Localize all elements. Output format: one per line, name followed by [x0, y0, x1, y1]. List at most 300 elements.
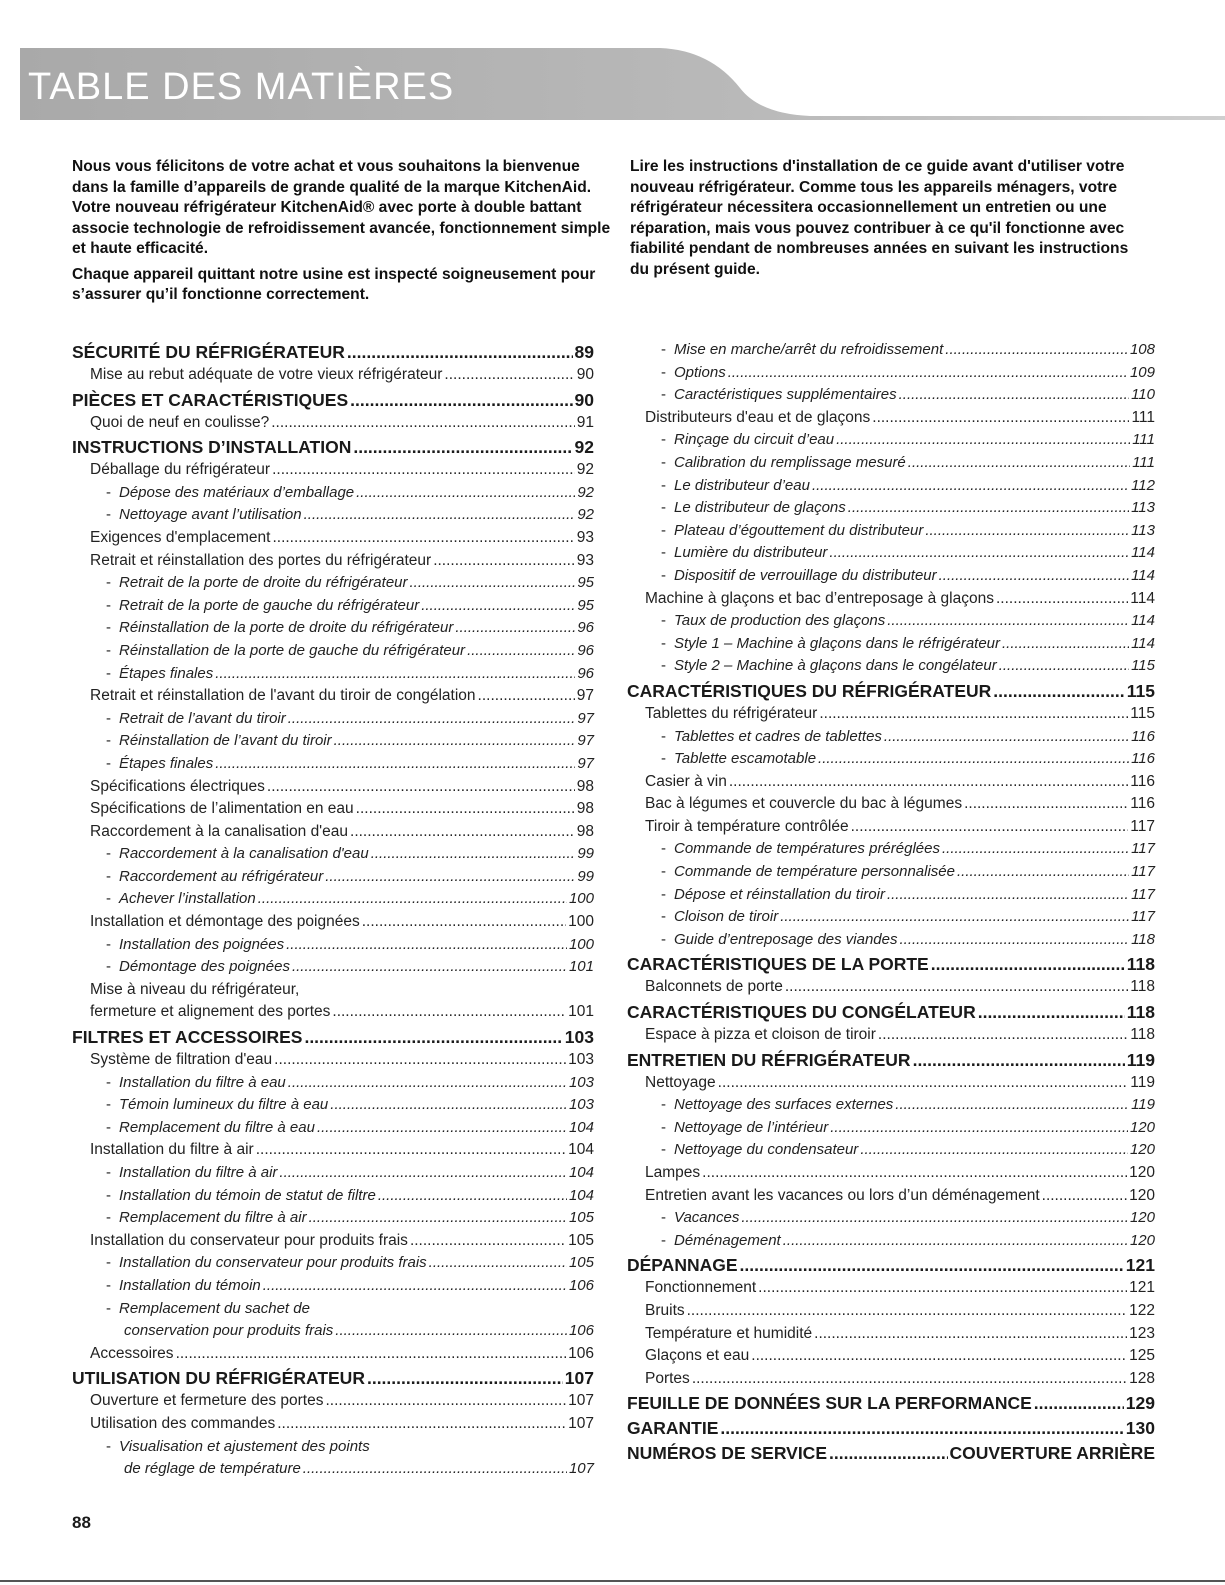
- toc-entry-title: Spécifications de l’alimentation en eau: [90, 800, 354, 818]
- toc-subentry: [72, 1162, 594, 1185]
- toc-entry-title: Étapes finales: [119, 664, 214, 682]
- toc-entry-title: Ouverture et fermeture des portes: [90, 1392, 324, 1410]
- toc-section: [72, 1365, 594, 1390]
- dot-leader: [277, 1413, 566, 1436]
- toc-page-number: 98: [576, 777, 594, 795]
- toc-section: [627, 999, 1155, 1024]
- toc-entry: [627, 793, 1155, 816]
- toc-entry-title: Le distributeur d’eau: [674, 476, 810, 494]
- dot-leader: [371, 843, 576, 866]
- toc-page-number: 107: [568, 1392, 594, 1410]
- toc-page-number: 114: [1131, 544, 1155, 562]
- toc-page-number: 90: [576, 366, 594, 383]
- toc-subentry: [627, 339, 1155, 362]
- toc-page-number: 121: [1125, 1255, 1155, 1276]
- toc-section: [627, 1390, 1155, 1415]
- dot-leader: [993, 679, 1124, 703]
- toc-entry-title: Entretien avant les vacances ou lors d’un déménagement: [645, 1186, 1040, 1204]
- toc-subentry: [72, 572, 594, 595]
- toc-entry-title: CARACTÉRISTIQUES DU CONGÉLATEUR: [627, 1002, 976, 1023]
- toc-page-number: 117: [1131, 908, 1155, 926]
- toc-entry-title: Tablette escamotable: [674, 750, 817, 768]
- toc-page-number: 119: [1126, 1049, 1155, 1070]
- toc-entry-title: conservation pour produits frais: [124, 1322, 334, 1340]
- dot-leader: [996, 588, 1128, 611]
- toc-entry-title: CARACTÉRISTIQUES DU RÉFRIGÉRATEUR: [627, 680, 992, 701]
- toc-page-number: 118: [1130, 978, 1155, 996]
- dot-leader: [263, 1275, 567, 1298]
- dot-leader: [780, 906, 1129, 929]
- toc-entry-title: Retrait de la porte de droite du réfrigérateur: [119, 574, 408, 592]
- toc-entry-title: Installation des poignées: [119, 935, 285, 953]
- dot-leader: [303, 1458, 567, 1481]
- dash-marker: -: [661, 885, 666, 903]
- dot-leader: [176, 1343, 567, 1366]
- toc-entry: [627, 588, 1155, 611]
- intro-paragraph: Lire les instructions d'installation de ce guide avant d'utiliser votre nouveau réfrigérateur. Comme tous les appareils ménagers, votre réfrigérateur nécessitera occasionnellement un entretien ou une réparation, mais vous pouvez contribuer à ce qu'il fonctionne avec fiabilité pendant de nombreuses années en suivant les instructions du présent guide.: [630, 158, 1129, 278]
- toc-page-number: 114: [1131, 612, 1155, 630]
- dot-leader: [317, 1117, 567, 1140]
- dot-leader: [335, 1320, 567, 1343]
- toc-page-number: 106: [568, 1322, 594, 1340]
- toc-entry: [72, 412, 594, 435]
- title-banner: [20, 48, 1225, 120]
- toc-entry-title: Témoin lumineux du filtre à eau: [119, 1096, 329, 1114]
- toc-entry-title: Portes: [645, 1369, 690, 1387]
- toc-page-number: 92: [574, 437, 594, 458]
- dot-leader: [818, 748, 1129, 771]
- toc-page-number: 103: [564, 1027, 594, 1048]
- toc-entry-title: Machine à glaçons et bac d’entreposage à glaçons: [645, 589, 994, 607]
- dash-marker: -: [106, 867, 111, 885]
- toc-page-number: 103: [568, 1096, 594, 1114]
- toc-page-number: 119: [1130, 1073, 1155, 1091]
- toc-entry: [72, 1390, 594, 1413]
- toc-subentry: [72, 1275, 594, 1298]
- dot-leader: [942, 838, 1129, 861]
- dot-leader: [286, 934, 567, 957]
- toc-entry-title: Tiroir à température contrôlée: [645, 817, 849, 835]
- toc-entry-title: FILTRES ET ACCESSOIRES: [72, 1027, 303, 1048]
- toc-page-number: 107: [564, 1368, 594, 1389]
- toc-subentry: [627, 497, 1155, 520]
- toc-entry-title: Accessoires: [90, 1344, 174, 1362]
- dot-leader: [1042, 1185, 1127, 1208]
- toc-entry-title: Installation et démontage des poignées: [90, 913, 360, 931]
- toc-entry-title: Vacances: [674, 1209, 740, 1227]
- toc-subentry: [72, 663, 594, 686]
- toc-subentry: [72, 595, 594, 618]
- dot-leader: [410, 1230, 566, 1253]
- dash-marker: -: [106, 641, 111, 659]
- dot-leader: [860, 1139, 1128, 1162]
- toc-subentry: [627, 1139, 1155, 1162]
- toc-subentry: [72, 504, 594, 527]
- toc-page-number: 92: [576, 461, 594, 479]
- dash-marker: -: [661, 1141, 666, 1159]
- toc-entry: [627, 976, 1155, 999]
- toc-subentry: [72, 753, 594, 776]
- intro-paragraph: Chaque appareil quittant notre usine est inspecté soigneusement pour s’assurer qu’il fonctionne correctement.: [72, 265, 596, 303]
- toc-page-number: 96: [577, 641, 594, 659]
- dash-marker: -: [106, 506, 111, 524]
- toc-entry: [627, 1323, 1155, 1346]
- dot-leader: [256, 1139, 566, 1162]
- toc-page-number: 114: [1130, 589, 1155, 607]
- toc-subentry: [72, 1117, 594, 1140]
- toc-page-number: 100: [568, 935, 594, 953]
- toc-subentry: [627, 929, 1155, 952]
- toc-entry: [72, 1139, 594, 1162]
- dash-marker: -: [661, 1118, 666, 1136]
- toc-entry-title: Le distributeur de glaçons: [674, 499, 846, 517]
- dot-leader: [271, 412, 575, 435]
- toc-section: [72, 1024, 594, 1049]
- toc-section: [72, 434, 594, 459]
- toc-subentry: [72, 708, 594, 731]
- dash-marker: -: [661, 750, 666, 768]
- dot-leader: [272, 527, 574, 550]
- toc-entry-title-line: Mise à niveau du réfrigérateur,: [90, 980, 300, 998]
- toc-entry-title: Exigences d'emplacement: [90, 528, 271, 546]
- dot-leader: [812, 475, 1129, 498]
- dot-leader: [783, 1230, 1128, 1253]
- toc-entry: [72, 979, 594, 1024]
- toc-subentry: [627, 1230, 1155, 1253]
- toc-entry: [627, 1345, 1155, 1368]
- toc-section: [627, 678, 1155, 703]
- dash-marker: -: [106, 890, 111, 908]
- dash-marker: -: [106, 1437, 111, 1455]
- toc-page-number: 115: [1130, 704, 1155, 722]
- toc-page-number: 95: [577, 574, 594, 592]
- toc-page-number: 105: [568, 1231, 594, 1249]
- toc-entry-title: Calibration du remplissage mesuré: [674, 453, 906, 471]
- toc-entry: [72, 527, 594, 550]
- dash-marker: -: [661, 840, 666, 858]
- toc-page-number: 118: [1130, 1026, 1155, 1044]
- dash-marker: -: [106, 1073, 111, 1091]
- toc-subentry: [627, 384, 1155, 407]
- toc-subentry: [627, 610, 1155, 633]
- dot-leader: [292, 956, 567, 979]
- toc-entry: [72, 550, 594, 573]
- toc-page-number: 97: [577, 754, 594, 772]
- toc-page-number: 117: [1131, 840, 1155, 858]
- dash-marker: -: [106, 709, 111, 727]
- toc-entry: [627, 1185, 1155, 1208]
- toc-entry: [72, 776, 594, 799]
- dot-leader: [334, 730, 576, 753]
- toc-page-number: 107: [568, 1414, 594, 1432]
- dot-leader: [999, 655, 1129, 678]
- intro-right: [630, 157, 1150, 285]
- toc-entry-title: FEUILLE DE DONNÉES SUR LA PERFORMANCE: [627, 1393, 1032, 1414]
- toc-page-number: 114: [1131, 566, 1155, 584]
- dot-leader: [908, 452, 1130, 475]
- dash-marker: -: [106, 1276, 111, 1294]
- toc-entry-title: Lumière du distributeur: [674, 544, 828, 562]
- dash-marker: -: [106, 619, 111, 637]
- toc-entry-title: Déballage du réfrigérateur: [90, 461, 271, 479]
- toc-subentry: [72, 888, 594, 911]
- page-number: 88: [72, 1513, 91, 1532]
- dot-leader: [215, 663, 575, 686]
- toc-subentry: [627, 1094, 1155, 1117]
- toc-entry-title: Nettoyage de l’intérieur: [674, 1118, 829, 1136]
- dash-marker: -: [106, 935, 111, 953]
- toc-subentry: [72, 843, 594, 866]
- dash-marker: -: [661, 386, 666, 404]
- toc-page-number: 97: [577, 709, 594, 727]
- dot-leader: [692, 1368, 1127, 1391]
- toc-page-number: 112: [1131, 476, 1155, 494]
- toc-entry-title: Système de filtration d'eau: [90, 1051, 273, 1069]
- toc-section: [627, 951, 1155, 976]
- toc-entry-title: Nettoyage du condensateur: [674, 1141, 859, 1159]
- toc-page-number: 101: [568, 958, 594, 976]
- toc-page-number: 120: [1129, 1118, 1155, 1136]
- toc-page-number: 101: [568, 1003, 594, 1021]
- toc-subentry: [627, 633, 1155, 656]
- toc-entry-title: Options: [674, 363, 726, 381]
- toc-entry-title: Tablettes du réfrigérateur: [645, 704, 818, 722]
- toc-entry-title: Caractéristiques supplémentaires: [674, 386, 897, 404]
- dot-leader: [887, 884, 1129, 907]
- dot-leader: [288, 708, 576, 731]
- toc-section: [627, 1440, 1155, 1465]
- dot-leader: [814, 1323, 1127, 1346]
- toc-entry-title: Remplacement du filtre à eau: [119, 1118, 315, 1136]
- toc-entry: [72, 798, 594, 821]
- toc-entry-title: Retrait et réinstallation de l'avant du tiroir de congélation: [90, 687, 476, 705]
- toc-entry-title: Retrait et réinstallation des portes du réfrigérateur: [90, 551, 432, 569]
- dot-leader: [931, 952, 1125, 976]
- toc-entry: [627, 1162, 1155, 1185]
- toc-section: [627, 1415, 1155, 1440]
- dash-marker: -: [661, 727, 666, 745]
- dot-leader: [325, 866, 575, 889]
- toc-page-number: 118: [1131, 930, 1155, 948]
- toc-page-number: 103: [568, 1073, 594, 1091]
- dash-marker: -: [661, 612, 666, 630]
- toc-page-number: 100: [568, 890, 594, 908]
- toc-page-number: 119: [1131, 1096, 1155, 1114]
- page-edge: [0, 1580, 1225, 1582]
- toc-entry-title: Style 2 – Machine à glaçons dans le congélateur: [674, 657, 997, 675]
- toc-page-number: 125: [1129, 1347, 1155, 1365]
- dot-leader: [258, 888, 567, 911]
- dot-leader: [309, 1207, 567, 1230]
- dot-leader: [279, 1162, 567, 1185]
- dot-leader: [356, 798, 575, 821]
- dot-leader: [913, 1048, 1125, 1072]
- toc-entry: [72, 364, 594, 387]
- dot-leader: [272, 459, 575, 482]
- dot-leader: [304, 504, 576, 527]
- toc-entry-title: GARANTIE: [627, 1418, 719, 1439]
- dot-leader: [872, 407, 1129, 430]
- dot-leader: [325, 1390, 566, 1413]
- toc-entry: [72, 1413, 594, 1436]
- dot-leader: [330, 1094, 567, 1117]
- toc-entry: [72, 459, 594, 482]
- toc-entry-title: Nettoyage des surfaces externes: [674, 1096, 894, 1114]
- toc-page-number: 120: [1129, 1164, 1155, 1181]
- dot-leader: [332, 1001, 566, 1024]
- toc-entry-title: Installation du filtre à air: [90, 1141, 254, 1159]
- dot-leader: [455, 617, 575, 640]
- toc-entry-title: Rinçage du circuit d’eau: [674, 431, 835, 449]
- dash-marker: -: [661, 431, 666, 449]
- toc-page-number: 128: [1129, 1369, 1155, 1387]
- toc-entry: [72, 1230, 594, 1253]
- dot-leader: [467, 640, 575, 663]
- dot-leader: [878, 1024, 1128, 1047]
- toc-subentry: [72, 1252, 594, 1275]
- toc-page-number: 118: [1126, 1002, 1155, 1023]
- dot-leader: [350, 821, 575, 844]
- toc-subentry: [627, 655, 1155, 678]
- toc-page-number: 97: [576, 687, 594, 705]
- toc-entry: [627, 1024, 1155, 1047]
- dash-marker: -: [106, 754, 111, 772]
- toc-page-number: 92: [577, 506, 594, 524]
- toc-page-number: 117: [1130, 817, 1155, 835]
- dot-leader: [751, 1345, 1127, 1368]
- dot-leader: [410, 572, 576, 595]
- toc-entry-title: Style 1 – Machine à glaçons dans le réfrigérateur: [674, 634, 1001, 652]
- dot-leader: [728, 362, 1128, 385]
- dot-leader: [347, 340, 573, 364]
- toc-page-number: 116: [1131, 727, 1155, 745]
- dot-leader: [1002, 633, 1129, 656]
- dot-leader: [367, 1366, 563, 1390]
- toc-entry-title: Nettoyage avant l’utilisation: [119, 506, 302, 524]
- dash-marker: -: [106, 664, 111, 682]
- toc-page-number: 123: [1129, 1324, 1155, 1342]
- page-title: TABLE DES MATIÈRES: [28, 66, 455, 108]
- toc-entry-title: Utilisation des commandes: [90, 1414, 276, 1432]
- dot-leader: [478, 685, 575, 708]
- dash-marker: -: [661, 1209, 666, 1227]
- toc-entry: [627, 1368, 1155, 1391]
- dot-leader: [1034, 1391, 1124, 1415]
- dot-leader: [978, 1000, 1125, 1024]
- toc-entry-title: Mise en marche/arrêt du refroidissement: [674, 341, 944, 358]
- dash-marker: -: [106, 1118, 111, 1136]
- toc-entry-first-line: [106, 1298, 594, 1321]
- dot-leader: [884, 726, 1129, 749]
- toc-page-number: COUVERTURE ARRIÈRE: [949, 1443, 1155, 1464]
- dot-leader: [687, 1300, 1128, 1323]
- dash-marker: -: [106, 1299, 111, 1317]
- dot-leader: [939, 565, 1129, 588]
- dot-leader: [819, 703, 1128, 726]
- dash-marker: -: [106, 574, 111, 592]
- toc-subentry: [627, 520, 1155, 543]
- toc-subentry: [627, 838, 1155, 861]
- toc-page-number: 104: [568, 1141, 594, 1159]
- toc-entry: [627, 407, 1155, 430]
- toc-subentry: [627, 748, 1155, 771]
- toc-page-number: 120: [1129, 1231, 1155, 1249]
- dot-leader: [362, 911, 566, 934]
- dash-marker: -: [661, 1096, 666, 1114]
- toc-entry-title: Retrait de la porte de gauche du réfrigérateur: [119, 596, 420, 614]
- toc-entry-title: Remplacement du filtre à air: [119, 1209, 307, 1227]
- toc-page-number: 91: [576, 413, 594, 431]
- toc-subentry: [627, 726, 1155, 749]
- toc-page-number: 93: [576, 528, 594, 546]
- dash-marker: -: [106, 732, 111, 750]
- dash-marker: -: [661, 453, 666, 471]
- toc-section: [627, 1252, 1155, 1277]
- toc-page-number: 130: [1125, 1418, 1155, 1439]
- dot-leader: [433, 550, 575, 573]
- toc-entry-title: Dépose des matériaux d’emballage: [119, 483, 355, 501]
- toc-subentry: [72, 1436, 594, 1481]
- toc-entry-title: DÉPANNAGE: [627, 1255, 738, 1276]
- toc-entry: [627, 703, 1155, 726]
- toc-page-number: 89: [574, 342, 594, 362]
- dash-marker: -: [661, 363, 666, 381]
- dot-leader: [851, 816, 1129, 839]
- toc-entry-title: Dispositif de verrouillage du distributeur: [674, 566, 937, 584]
- toc-subentry: [627, 429, 1155, 452]
- toc-subentry: [72, 934, 594, 957]
- dot-leader: [925, 520, 1129, 543]
- dot-leader: [304, 1025, 562, 1049]
- toc-entry-title: Espace à pizza et cloison de tiroir: [645, 1026, 876, 1044]
- toc-entry: [627, 1072, 1155, 1095]
- dot-leader: [758, 1277, 1127, 1300]
- toc-subentry: [72, 482, 594, 505]
- toc-section: [72, 387, 594, 412]
- toc-entry-title: Raccordement à la canalisation d'eau: [119, 845, 369, 863]
- toc-entry-title: Installation du conservateur pour produits frais: [90, 1231, 408, 1249]
- toc-page-number: 98: [576, 822, 594, 840]
- dash-marker: -: [661, 1231, 666, 1249]
- toc-entry-title: Retrait de l’avant du tiroir: [119, 709, 286, 727]
- toc-subentry: [72, 1094, 594, 1117]
- toc-page-number: 111: [1132, 431, 1155, 449]
- toc-subentry: [627, 884, 1155, 907]
- toc-page-number: 104: [568, 1118, 594, 1136]
- toc-subentry: [627, 362, 1155, 385]
- toc-page-number: 118: [1126, 954, 1155, 975]
- toc-page-number: 120: [1129, 1141, 1155, 1159]
- toc-section: [72, 339, 594, 364]
- dot-leader: [356, 482, 575, 505]
- toc-page-number: 129: [1125, 1393, 1155, 1414]
- dot-leader: [288, 1072, 567, 1095]
- dash-marker: -: [661, 544, 666, 562]
- toc-page-number: 104: [568, 1186, 594, 1204]
- toc-entry-title: Casier à vin: [645, 772, 727, 790]
- toc-entry-title: UTILISATION DU RÉFRIGÉRATEUR: [72, 1368, 365, 1389]
- toc-subentry: [627, 452, 1155, 475]
- toc-entry-title: Guide d’entreposage des viandes: [674, 930, 898, 948]
- toc-entry-title: Plateau d’égouttement du distributeur: [674, 521, 924, 539]
- toc-entry-title: Achever l’installation: [119, 890, 256, 908]
- toc-entry-title: Dépose et réinstallation du tiroir: [674, 885, 885, 903]
- toc-entry: [72, 821, 594, 844]
- dot-leader: [887, 610, 1129, 633]
- toc-entry-title: Lampes: [645, 1164, 701, 1181]
- toc-subentry: [627, 1207, 1155, 1230]
- toc-page-number: 116: [1130, 795, 1155, 813]
